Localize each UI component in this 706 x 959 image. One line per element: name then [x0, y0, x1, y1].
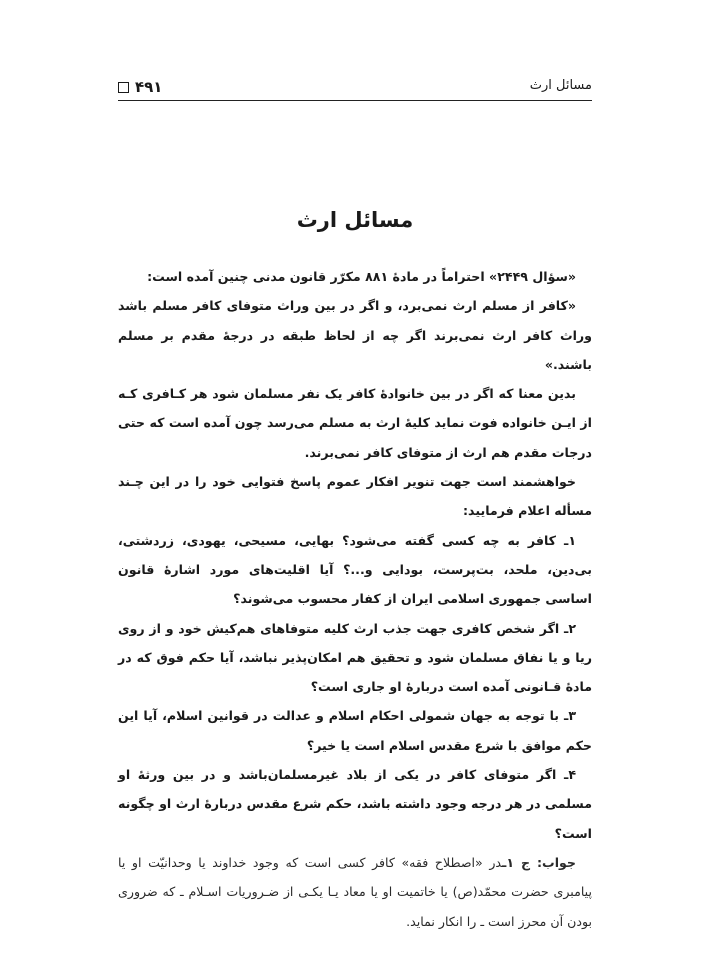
body-text — [118, 262, 592, 936]
question-intro: «سؤال ۲۴۴۹» احتراماً در مادهٔ ۸۸۱ مکرّر قانون مدنی چنین آمده است: — [147, 269, 576, 284]
request-paragraph: خواهشمند است جهت تنویر افکار عموم پاسخ فتوایی خود را در این چـند مسأله اعلام فرمایید: — [118, 474, 592, 519]
answer-text: در «اصطلاح فقه» کافر کسی است که وجود خداوند یا وحدانیّت او یا پیامبری حضرت محمّد(ص) یا خاتمیت او یا معاد یـا یکـی از ضـروریات اسـلام ـ که ضروری بودن آن محرز است ـ را انکار نماید. — [118, 854, 592, 929]
law-quote: «کافر از مسلم ارث نمی‌برد، و اگر در بین وراث متوفای کافر مسلم باشد وراث کافر ارث نمی‌برند اگر چه از لحاظ طبقه در درجهٔ مقدم بر مسلم باشند.» — [118, 298, 592, 372]
answer-paragraph — [118, 848, 592, 936]
question-4: ۴ـ اگر متوفای کافر در یکی از بلاد غیرمسلمان‌باشد و در بین ورثهٔ او مسلمی در هر درجه وجود داشته باشد، حکم شرع مقدس دربارهٔ ارث او چگونه است؟ — [118, 767, 592, 841]
box-icon — [118, 82, 129, 93]
page-number — [118, 78, 162, 96]
answer-label: جواب: ج ۱ـ — [502, 854, 576, 870]
meaning-paragraph: بدین معنا که اگر در بین خانوادهٔ کافر یک نفر مسلمان شود هر کـافری کـه از ایـن خانواده فوت نماید کلیهٔ ارث به مسلم می‌رسد چون آمده است که حتی درجات مقدم هم ارث از متوفای کافر نمی‌برند. — [118, 386, 592, 460]
question-3: ۳ـ با توجه به جهان شمولی احکام اسلام و عدالت در قوانین اسلام، آیا این حکم موافق با شرع مقدس اسلام است یا خیر؟ — [118, 708, 592, 753]
running-title: مسائل ارث — [529, 78, 592, 93]
header-rule — [118, 100, 592, 101]
section-title: مسائل ارث — [296, 208, 414, 232]
question-2: ۲ـ اگر شخص کافری جهت جذب ارث کلیه متوفاهای هم‌کیش خود و از روی ریا و یا نفاق مسلمان شود و تحقیق هم امکان‌پذیر نباشد، آیا حکم فوق که در مادهٔ قـانونی آمده است دربارهٔ او جاری است؟ — [118, 620, 592, 695]
question-1: ۱ـ کافر به چه کسی گفته می‌شود؟ بهایی، مسیحی، یهودی، زردشتی، بی‌دین، ملحد، بت‌پرست، بودایی و...؟ آیا اقلیت‌های مورد اشارهٔ قانون اساسی جمهوری اسلامی ایران از کفار محسوب می‌شوند؟ — [118, 532, 592, 607]
page-header — [118, 78, 592, 98]
page-number-text: ۴۹۱ — [135, 78, 163, 96]
